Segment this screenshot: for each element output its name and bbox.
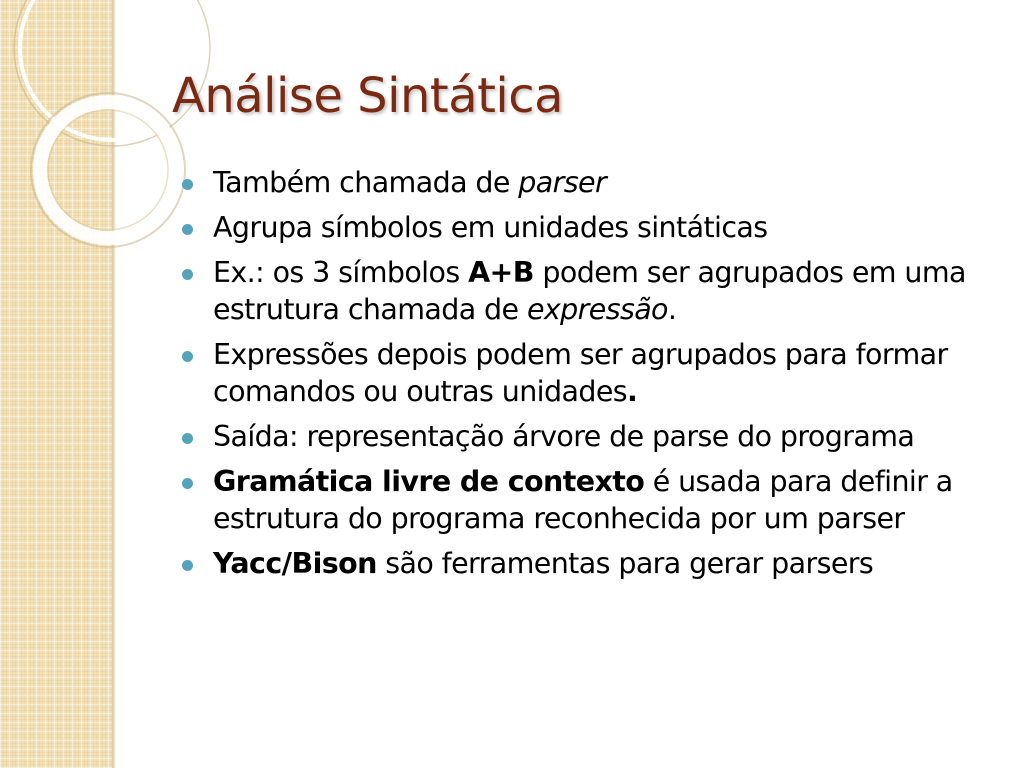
bullet-text-segment: podem ser agrupados em uma estrutura chamada de xyxy=(213,256,966,326)
bullet-text-segment: Ex.: os 3 símbolos xyxy=(213,256,469,289)
bullet-text-segment: Também chamada de xyxy=(213,166,519,199)
bullet-list xyxy=(182,164,1002,590)
bullet-item xyxy=(182,418,1002,455)
bullet-item xyxy=(182,209,1002,246)
bullet-text-segment: Gramática livre de contexto xyxy=(213,465,645,498)
bullet-text-segment: . xyxy=(667,293,677,326)
bullet-text-segment: Expressões depois podem ser agrupados para formar comandos ou outras unidades xyxy=(213,338,948,408)
bullet-item xyxy=(182,164,1002,201)
bullet-text-segment: é usada para definir a estrutura do programa reconhecida por um parser xyxy=(213,465,953,535)
bullet-text-segment: Saída: representação árvore de parse do programa xyxy=(213,420,915,453)
bullet-dot-icon xyxy=(182,433,193,444)
bullet-dot-icon xyxy=(182,224,193,235)
bullet-dot-icon xyxy=(182,269,193,280)
bullet-item xyxy=(182,463,1002,537)
bullet-text-segment: A+B xyxy=(468,256,534,289)
bullet-item xyxy=(182,336,1002,410)
bullet-text-segment: expressão xyxy=(526,293,668,326)
bullet-dot-icon xyxy=(182,351,193,362)
decorative-rings-icon xyxy=(0,0,130,280)
bullet-text-segment: Yacc/Bison xyxy=(213,547,377,580)
bullet-text-segment: Agrupa símbolos em unidades sintáticas xyxy=(213,211,768,244)
bullet-text-segment: parser xyxy=(518,166,607,199)
bullet-dot-icon xyxy=(182,179,193,190)
bullet-item xyxy=(182,545,1002,582)
bullet-dot-icon xyxy=(182,560,193,571)
bullet-dot-icon xyxy=(182,478,193,489)
bullet-text-segment: são ferramentas para gerar parsers xyxy=(376,547,874,580)
bullet-item xyxy=(182,254,1002,328)
bullet-text-segment: . xyxy=(627,375,638,408)
slide-title: Análise Sintática xyxy=(172,68,564,124)
